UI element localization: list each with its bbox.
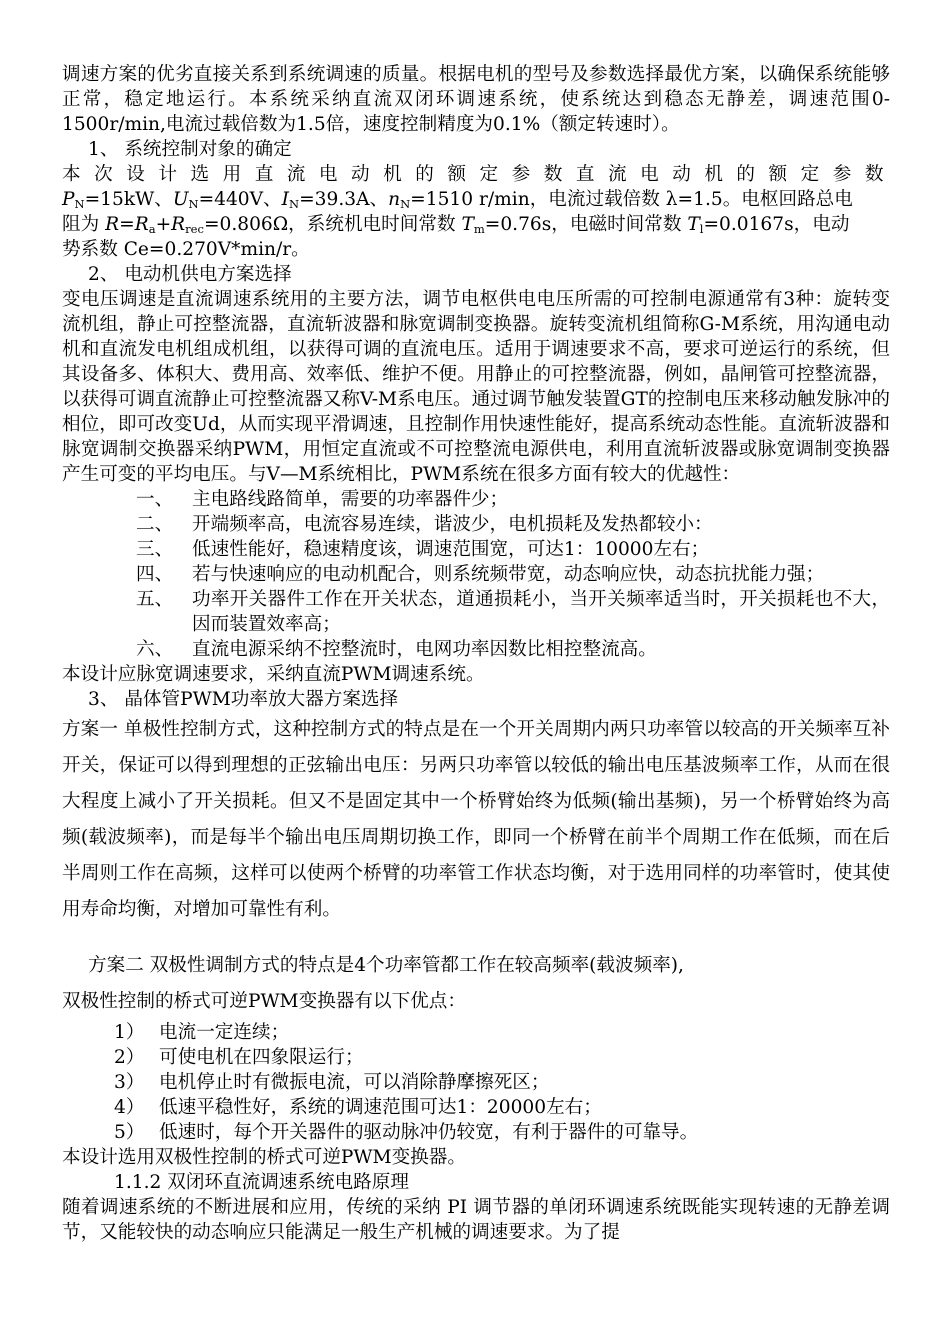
final-paragraph: 随着调速系统的不断进展和应用，传统的采纳 PI 调节器的单闭环调速系统既能实现转速的无静差调节，又能较快的动态响应只能满足一般生产机械的调速要求。为了提 xyxy=(62,1197,890,1243)
section-2-heading: 2、 电动机供电方案选择 xyxy=(88,264,292,285)
intro-paragraph: 调速方案的优劣直接关系到系统调速的质量。根据电机的型号及参数选择最优方案，以确保系统能够正常，稳定地运行。本系统采纳直流双闭环调速系统，使系统达到稳态无静差，调速范围0-1500r/min,电流过载倍数为1.5倍，速度控制精度为0.1%（额定转速时）。 xyxy=(62,64,890,135)
plan-2-continuation: 双极性控制的桥式可逆PWM变换器有以下优点： xyxy=(62,991,466,1012)
list-item: 一、 主电路线路简单，需要的功率器件少； xyxy=(136,489,509,510)
section-1-1-2-heading: 1.1.2 双闭环直流调速系统电路原理 xyxy=(114,1172,409,1193)
document-page xyxy=(62,62,890,1245)
list-item: 四、 若与快速响应的电动机配合，则系统频带宽，动态响应快，动态抗扰能力强； xyxy=(136,564,825,585)
list-item: 5） 低速时，每个开关器件的驱动脉冲仍较宽，有利于器件的可靠导。 xyxy=(114,1122,699,1143)
plan-1-paragraph: 方案一 单极性控制方式，这种控制方式的特点是在一个开关周期内两只功率管以较高的开关频率互补开关，保证可以得到理想的正弦输出电压：另两只功率管以较低的输出电压基波频率工作，从而在很大程度上减小了开关损耗。但又不是固定其中一个桥臂始终为低频(输出基频)，另一个桥臂始终为高频(载波频率)，而是每半个输出电压周期切换工作，即同一个桥臂在前半个周期工作在低频，而在后半周则工作在高频，这样可以使两个桥臂的功率管工作状态均衡，对于选用同样的功率管时，使其使用寿命均衡，对增加可靠性有利。 xyxy=(62,719,890,920)
section-2-body: 变电压调速是直流调速系统用的主要方法，调节电枢供电电压所需的可控制电源通常有3种：旋转变流机组，静止可控整流器，直流斩波器和脉宽调制变换器。旋转变流机组简称G-M系统，用沟通电动机和直流发电机组成机组，以获得可调的直流电压。适用于调速要求不高，要求可逆运行的系统，但其设备多、体积大、费用高、效率低、维护不便。用静止的可控整流器，例如，晶闸管可控整流器，以获得可调直流静止可控整流器又称V-M系电压。通过调节触发装置GT的控制电压来移动触发脉冲的相位，即可改变Ud，从而实现平滑调速，且控制作用快速性能好，提高系统动态性能。直流斩波器和脉宽调制交换器采纳PWM，用恒定直流或不可控整流电源供电，利用直流斩波器或脉宽调制变换器产生可变的平均电压。与V—M系统相比，PWM系统在很多方面有较大的优越性： xyxy=(62,289,890,485)
bipolar-advantages-list xyxy=(62,1020,890,1145)
list-item: 六、 直流电源采纳不控整流时，电网功率因数比相控整流高。 xyxy=(136,639,657,660)
list-item: 1） 电流一定连续； xyxy=(114,1022,290,1043)
section-2-conclusion: 本设计应脉宽调速要求，采纳直流PWM调速系统。 xyxy=(62,664,485,685)
list-item: 五、 功率开关器件工作在开关状态，道通损耗小，当开关频率适当时，开关损耗也不大，因而装置效率高； xyxy=(136,589,890,635)
motor-params-paragraph: $P_N=15kW$、$U_N=440V$、$I_N=39.3A$、$n_N=1510$ r/min，电流过载倍数 λ=1.5。电枢回路总电 阻为 $R=R_a+R_{rec}=0.806\Omega$，系统机电时间常数 $T_m=0.76s$，电磁时间常数 $T_l=0.0167s$，电动 势系数 Ce=0.270V*min/r。 xyxy=(62,189,853,260)
list-item: 三、 低速性能好，稳速精度该，调速范围宽，可达1：10000左右； xyxy=(136,539,710,560)
list-item: 4） 低速平稳性好，系统的调速范围可达1：20000左右； xyxy=(114,1097,602,1118)
section-3-conclusion: 本设计选用双极性控制的桥式可逆PWM变换器。 xyxy=(62,1147,466,1168)
list-item: 二、 开端频率高，电流容易连续，谐波少，电机损耗及发热都较小： xyxy=(136,514,713,535)
plan-2-paragraph: 方案二 双极性调制方式的特点是4个功率管都工作在较高频率(载波频率), xyxy=(88,955,684,976)
section-3-heading: 3、 晶体管PWM功率放大器方案选择 xyxy=(88,689,399,710)
motor-params-line-1: 本次设计选用直流电动机的额定参数直流电动机的额定参数 xyxy=(62,164,890,185)
section-1-heading: 1、 系统控制对象的确定 xyxy=(88,139,292,160)
list-item: 3） 电机停止时有微振电流，可以消除静摩擦死区； xyxy=(114,1072,550,1093)
list-item: 2） 可使电机在四象限运行； xyxy=(114,1047,364,1068)
pwm-advantages-list xyxy=(62,487,890,662)
